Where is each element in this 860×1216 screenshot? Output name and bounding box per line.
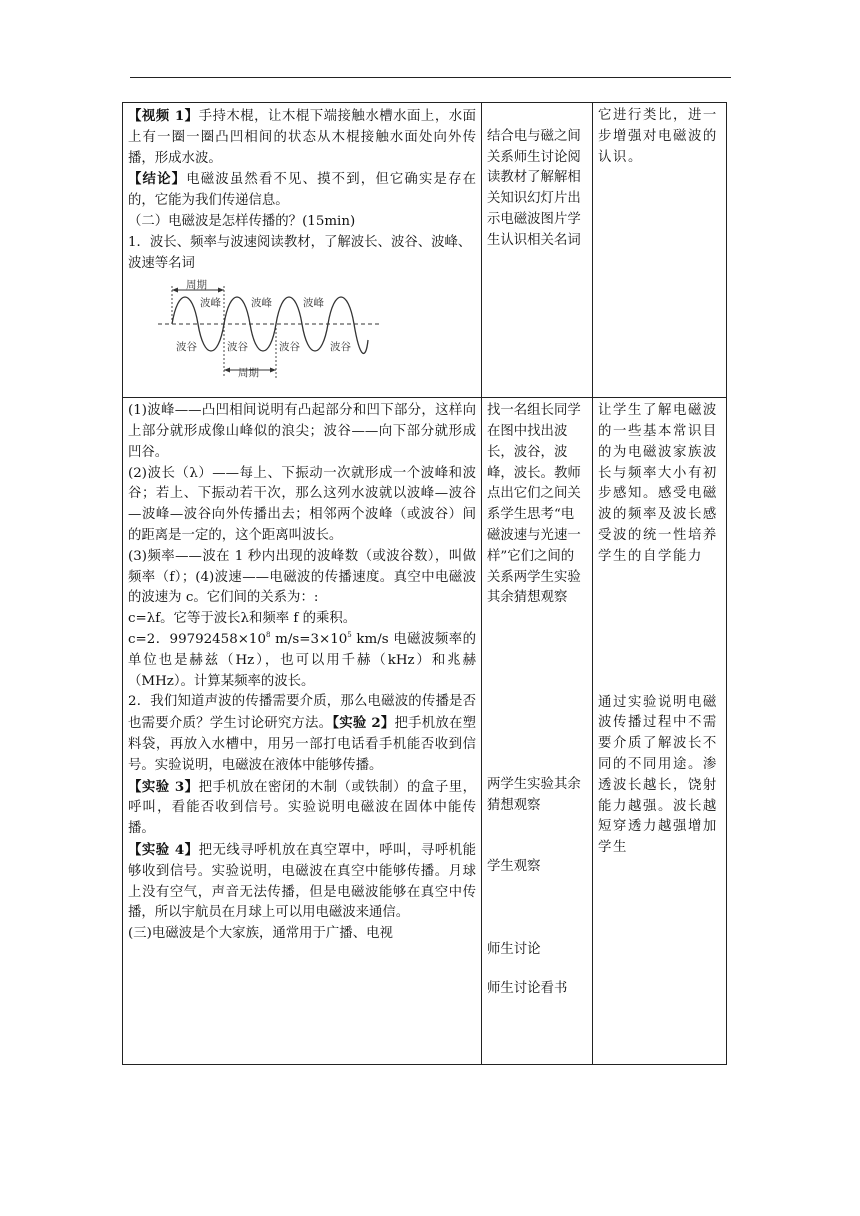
experiment-label: 【实验 4】 [128, 841, 199, 858]
spacer [598, 568, 721, 693]
speed-text: c=2．99792458×10 [128, 631, 266, 647]
spacer [487, 878, 587, 940]
spacer [487, 960, 587, 979]
conclusion-label: 【结论】 [128, 171, 187, 188]
lesson-table [122, 102, 727, 1065]
intent-cell [593, 398, 727, 1065]
intro-paragraph: 1．波长、频率与波速阅读教材，了解波长、波谷、波峰、波速等名词 [128, 234, 472, 271]
formula-paragraph: c=λf。它等于波长λ和频率 f 的乘积。 [128, 611, 357, 627]
speed-text: km/s 电磁波频率的单位也是赫兹（Hz），也可以用千赫（kHz）和兆赫（MHz）。计算某频率的波长。 [128, 631, 476, 689]
trough-label: 波谷 [176, 341, 197, 354]
header-rule [130, 77, 731, 78]
intent-text: 让学生了解电磁波的一些基本常识目的为电磁波家族波长与频率大小有初步感知。感受电磁波的频率及波长感受波的统一性培养学生的自学能力 [598, 403, 718, 564]
conclusion-paragraph [128, 169, 476, 212]
crest-label: 波峰 [251, 297, 272, 310]
section-heading: （二）电磁波是怎样传播的？(15min) [128, 213, 356, 229]
arrowhead [270, 368, 276, 373]
spacer [487, 106, 587, 127]
exponent: 5 [347, 630, 352, 639]
trough-label: 波谷 [227, 341, 248, 354]
speed-text: m/s=3×10 [270, 631, 348, 647]
period-label-top: 周期 [186, 279, 207, 292]
activity-text: 两学生实验其余猜想观察 [487, 777, 581, 813]
period-label-bottom: 周期 [238, 367, 259, 379]
exponent: 8 [265, 630, 271, 639]
intent-text: 通过实验说明电磁波传播过程中不需要介质了解波长不同的不同用途。渗透波长越长，饶射能力越强。波长越短穿透力越强增加学生 [598, 694, 718, 856]
activity-text: 师生讨论看书 [487, 981, 568, 997]
experiment4-paragraph [128, 840, 476, 924]
content-cell [123, 398, 482, 1065]
wavelength-paragraph: (2)波长（λ）——每上、下振动一次就形成一个波峰和波谷；若上、下振动若干次，那么这列水波就以波峰—波谷—波峰—波谷向外传播出去；相邻两个波峰（或波谷）间的距离是一定的，这个距离叫波长。 [128, 465, 476, 543]
table-row [123, 398, 727, 1065]
activity-text: 找一名组长同学在图中找出波长，波谷，波峰，波长。教师点出它们之间关系学生思考“电磁波速与光速一样”它们之间的关系两学生实验其余猜想观察 [487, 403, 581, 606]
spacer [487, 609, 587, 775]
activity-text: 师生讨论 [487, 941, 541, 957]
experiment-label: 【实验 3】 [128, 778, 199, 795]
activity-cell [482, 398, 593, 1065]
speed-paragraph [128, 630, 476, 692]
content-cell [123, 103, 482, 398]
medium-paragraph [128, 692, 476, 776]
wave-diagram [154, 278, 384, 378]
activity-cell [482, 103, 593, 398]
crest-label: 波峰 [200, 297, 221, 310]
spacer [487, 817, 587, 857]
activity-text: 学生观察 [487, 858, 541, 874]
table-row [123, 103, 727, 398]
medium-text: 2．我们知道声波的传播需要介质，那么电磁波的传播是否也需要介质？学生讨论研究方法。 [128, 694, 476, 732]
frequency-paragraph: (3)频率——波在 1 秒内出现的波峰数（或波谷数），叫做频率（f）；(4)波速——电磁波的传播速度。真空中电磁波的波速为 c。它们间的关系为：: [128, 548, 476, 606]
crest-label: 波峰 [303, 297, 324, 310]
experiment-label: 【实验 2】 [332, 715, 395, 732]
crest-paragraph: (1)波峰——凸凹相间说明有凸起部分和凹下部分，这样向上部分就形成像山峰似的浪尖；波谷——向下部分就形成凹谷。 [128, 403, 476, 460]
conclusion-text: 电磁波虽然看不见、摸不到，但它确实是存在的，它能为我们传递信息。 [128, 172, 477, 209]
experiment-text: 把手机放在密闭的木制（或铁制）的盒子里，呼叫，看能否收到信号。实验说明电磁波在固体中能传播。 [128, 779, 476, 837]
experiment-text: 把手机放在塑料袋，再放入水槽中，用另一部打电话看手机能否收到信号。实验说明，电磁波在液体中能够传播。 [128, 716, 477, 773]
experiment3-paragraph [128, 777, 476, 840]
trough-label: 波谷 [330, 341, 351, 354]
video-label: 【视频 1】 [128, 108, 199, 124]
experiment-text: 把无线寻呼机放在真空罩中，呼叫，寻呼机能够收到信号。实验说明，电磁波在真空中能够传播。月球上没有空气，声音无法传播，但是电磁波能够在真空中传播，所以宇航员在月球上可以用电磁波来通信。 [128, 842, 476, 921]
video-text: 手持木棍，让木棍下端接触水槽水面上，水面上有一圈一圈凸凹相间的状态从木棍接触水面处向外传播，形成水波。 [128, 109, 476, 166]
arrowhead [218, 288, 224, 293]
arrowhead [224, 368, 230, 373]
family-paragraph: (三)电磁波是个大家族，通常用于广播、电视 [128, 926, 393, 942]
intent-text: 它进行类比，进一步增强对电磁波的认识。 [598, 108, 718, 165]
activity-text: 结合电与磁之间关系师生讨论阅读教材了解解相关知识幻灯片出示电磁波图片学生认识相关名词 [487, 128, 581, 248]
intent-cell [593, 103, 727, 398]
arrowhead [172, 288, 178, 293]
trough-label: 波谷 [279, 341, 300, 354]
video-paragraph [128, 106, 476, 169]
